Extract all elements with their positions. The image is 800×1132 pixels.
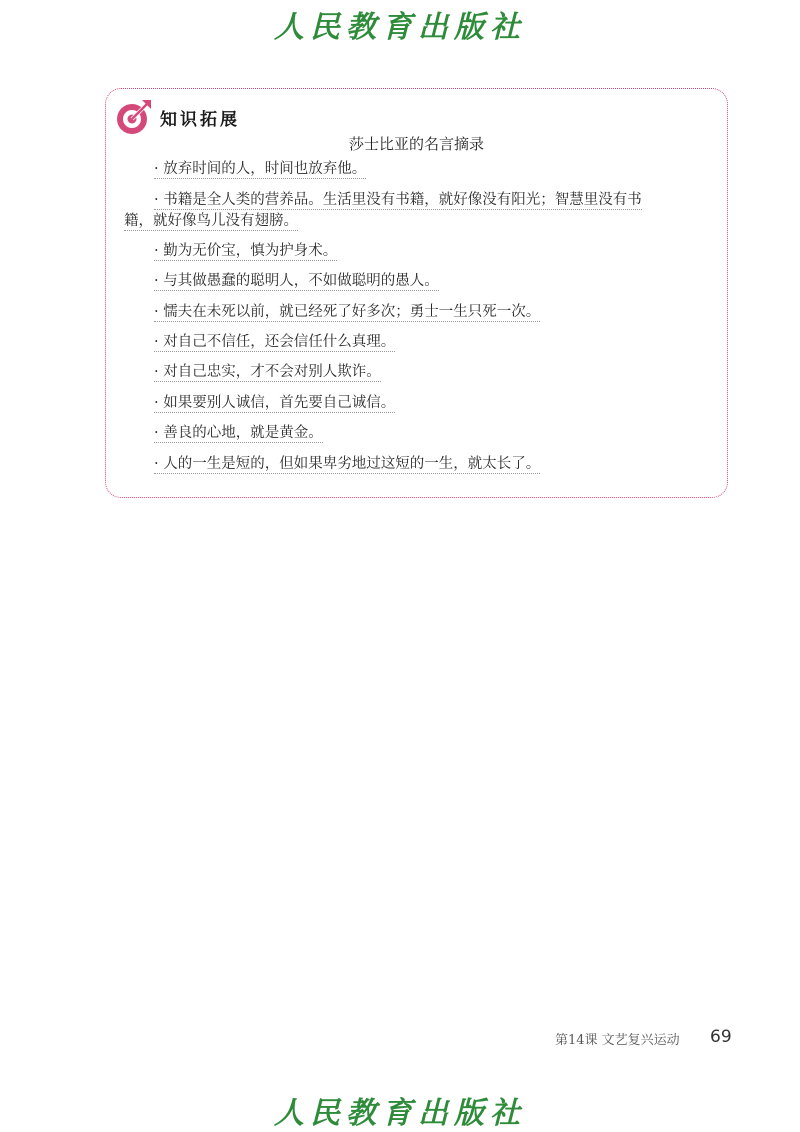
publisher-logo-top: 人民教育出版社 (274, 10, 526, 45)
quote-item-continued: 籍，就好像鸟儿没有翅膀。 (124, 213, 298, 229)
quote-item: · 懦夫在未死以前，就已经死了好多次；勇士一生只死一次。 (154, 304, 541, 320)
quote-item: · 人的一生是短的，但如果卑劣地过这短的一生，就太长了。 (154, 456, 541, 472)
quote-heading: 莎士比亚的名言摘录 (348, 135, 484, 153)
quote-item: · 放弃时间的人，时间也放弃他。 (154, 161, 367, 177)
page-number: 69 (710, 1027, 732, 1047)
target-arrow-icon (114, 97, 154, 137)
quote-item: · 书籍是全人类的营养品。生活里没有书籍，就好像没有阳光；智慧里没有书 (154, 192, 642, 208)
knowledge-extension-box (105, 88, 728, 498)
quote-item: · 善良的心地，就是黄金。 (154, 425, 323, 441)
lesson-footer: 第14课 文艺复兴运动 (555, 1033, 680, 1048)
quote-item: · 如果要别人诚信，首先要自己诚信。 (154, 395, 396, 411)
quote-item: · 与其做愚蠢的聪明人，不如做聪明的愚人。 (154, 273, 439, 289)
box-title: 知识拓展 (160, 109, 240, 130)
publisher-logo-bottom: 人民教育出版社 (274, 1096, 526, 1131)
quote-item: · 对自己忠实，才不会对别人欺诈。 (154, 364, 381, 380)
quote-item: · 对自己不信任，还会信任什么真理。 (154, 334, 396, 350)
quote-item: · 勤为无价宝，慎为护身术。 (154, 243, 338, 259)
